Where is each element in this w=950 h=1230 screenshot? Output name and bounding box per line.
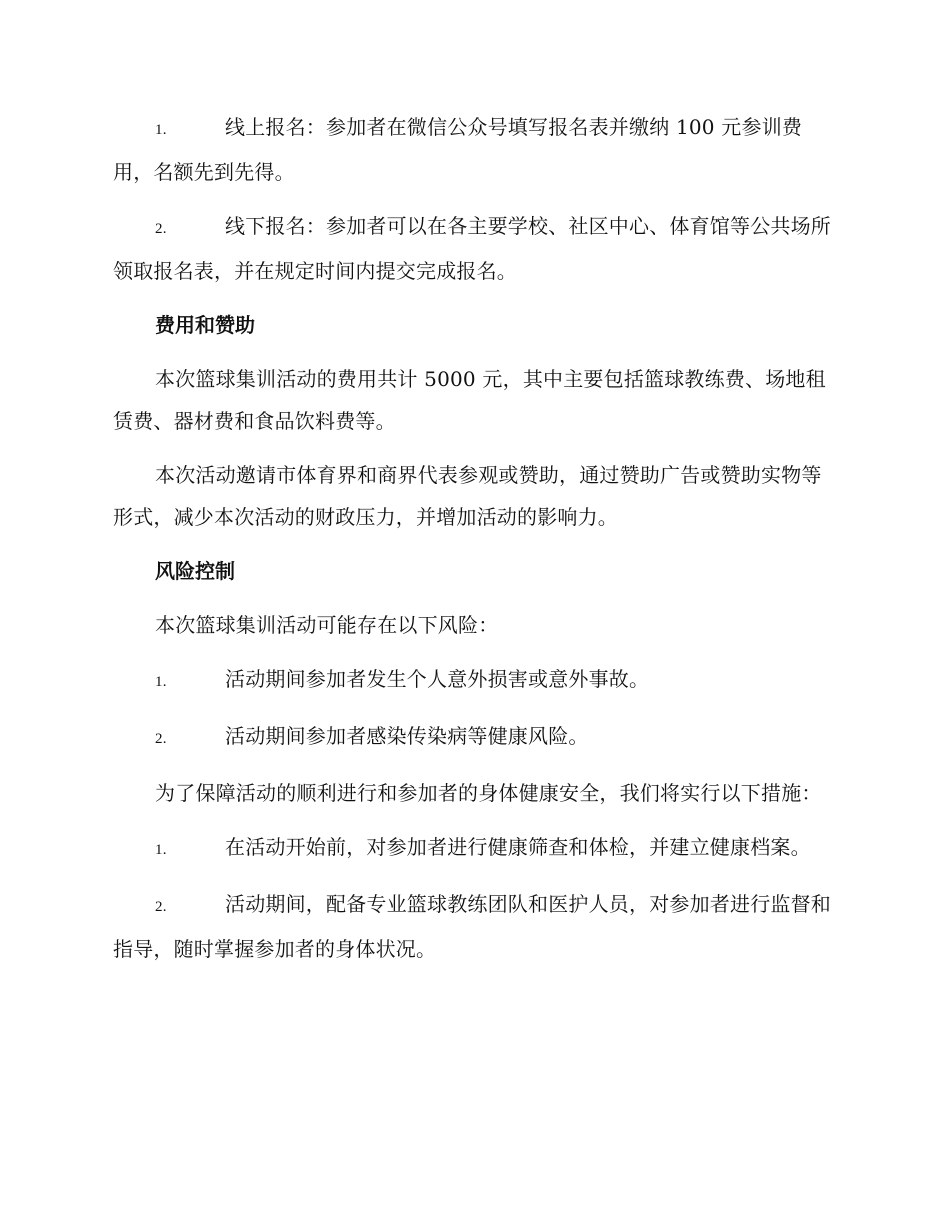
list-item-number: 2. — [155, 221, 167, 237]
list-item — [113, 826, 833, 871]
paragraph: 本次篮球集训活动的费用共计 5000 元，其中主要包括篮球教练费、场地租赁费、器材费和食品饮料费等。 — [113, 367, 826, 433]
list-item-number: 2. — [155, 899, 167, 915]
list-item-text: 线下报名：参加者可以在各主要学校、社区中心、体育馆等公共场所领取报名表，并在规定时间内提交完成报名。 — [113, 214, 831, 283]
list-item-text: 线上报名：参加者在微信公众号填写报名表并缴纳 100 元参训费用，名额先到先得。 — [113, 115, 803, 184]
list-item — [113, 658, 833, 703]
list-item-text: 在活动开始前，对参加者进行健康筛查和体检，并建立健康档案。 — [225, 835, 811, 859]
list-item — [113, 715, 833, 760]
list-item — [113, 205, 833, 292]
paragraph: 本次篮球集训活动可能存在以下风险： — [155, 613, 499, 637]
section-heading-fees: 费用和赞助 — [155, 313, 255, 337]
list-item-number: 1. — [155, 842, 167, 858]
list-item-text: 活动期间，配备专业篮球教练团队和医护人员，对参加者进行监督和指导，随时掌握参加者的身体状况。 — [113, 892, 831, 961]
list-item-number: 1. — [155, 674, 167, 690]
paragraph: 为了保障活动的顺利进行和参加者的身体健康安全，我们将实行以下措施： — [155, 781, 822, 805]
list-item-text: 活动期间参加者发生个人意外损害或意外事故。 — [225, 667, 650, 691]
list-item — [113, 883, 833, 970]
list-item-number: 1. — [155, 122, 167, 138]
list-item-number: 2. — [155, 731, 167, 747]
list-item — [113, 106, 833, 193]
paragraph: 本次活动邀请市体育界和商界代表参观或赞助，通过赞助广告或赞助实物等形式，减少本次活动的财政压力，并增加活动的影响力。 — [113, 463, 822, 529]
list-item-text: 活动期间参加者感染传染病等健康风险。 — [225, 724, 589, 748]
section-heading-risk: 风险控制 — [155, 559, 235, 583]
document-body — [113, 106, 833, 982]
